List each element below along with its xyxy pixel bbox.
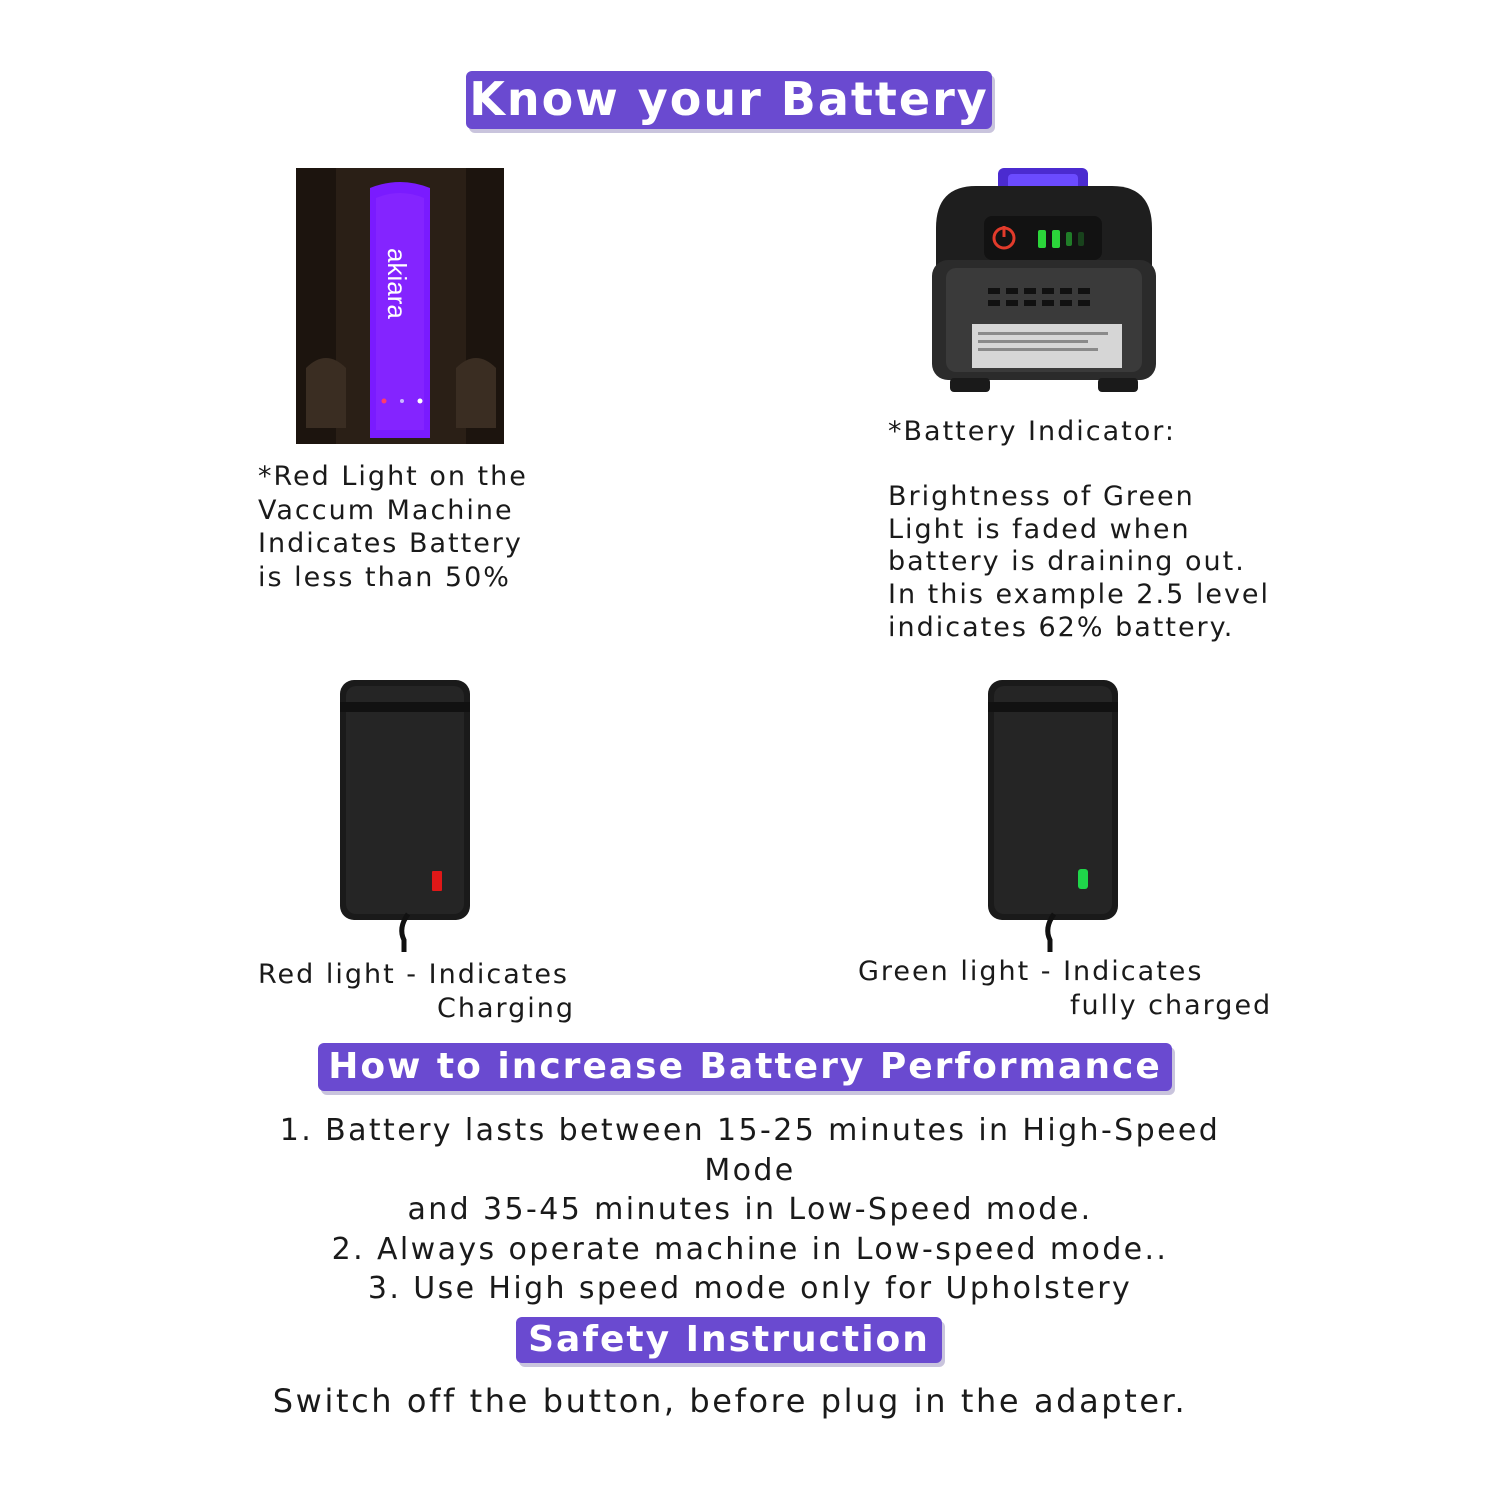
- charger-green-image: [986, 678, 1120, 952]
- performance-steps: [250, 1111, 1250, 1309]
- safety-banner: Safety Instruction: [516, 1317, 942, 1363]
- battery-pack-image: [928, 168, 1160, 400]
- vacuum-brand-logo: akiara: [382, 248, 412, 319]
- charger-green-caption: Green light - Indicates fully charged: [858, 956, 1273, 1021]
- vacuum-red-led: [382, 399, 387, 404]
- charger-red-led: [432, 871, 442, 891]
- charger-red-image: [338, 678, 472, 952]
- vacuum-caption: *Red Light on the Vaccum Machine Indicates Battery is less than 50%: [258, 461, 528, 593]
- step-line: 1. Battery lasts between 15-25 minutes in High-Speed Mode: [279, 1113, 1221, 1188]
- step-line: 3. Use High speed mode only for Upholstery: [367, 1271, 1133, 1306]
- know-battery-banner: Know your Battery: [466, 71, 992, 129]
- step-line: and 35-45 minutes in Low-Speed mode.: [407, 1192, 1093, 1227]
- battery-indicator-caption: *Battery Indicator: Brightness of Green Light is faded when battery is draining out. In this example 2.5 level indicates 62% battery.: [888, 416, 1271, 643]
- performance-banner: How to increase Battery Performance: [318, 1043, 1172, 1091]
- vacuum-handle-image: [296, 168, 504, 444]
- safety-instruction-text: Switch off the button, before plug in the adapter.: [272, 1382, 1188, 1420]
- charger-red-caption: Red light - Indicates Charging: [258, 959, 576, 1024]
- charger-green-led: [1078, 869, 1088, 889]
- step-line: 2. Always operate machine in Low-speed mode..: [331, 1231, 1169, 1267]
